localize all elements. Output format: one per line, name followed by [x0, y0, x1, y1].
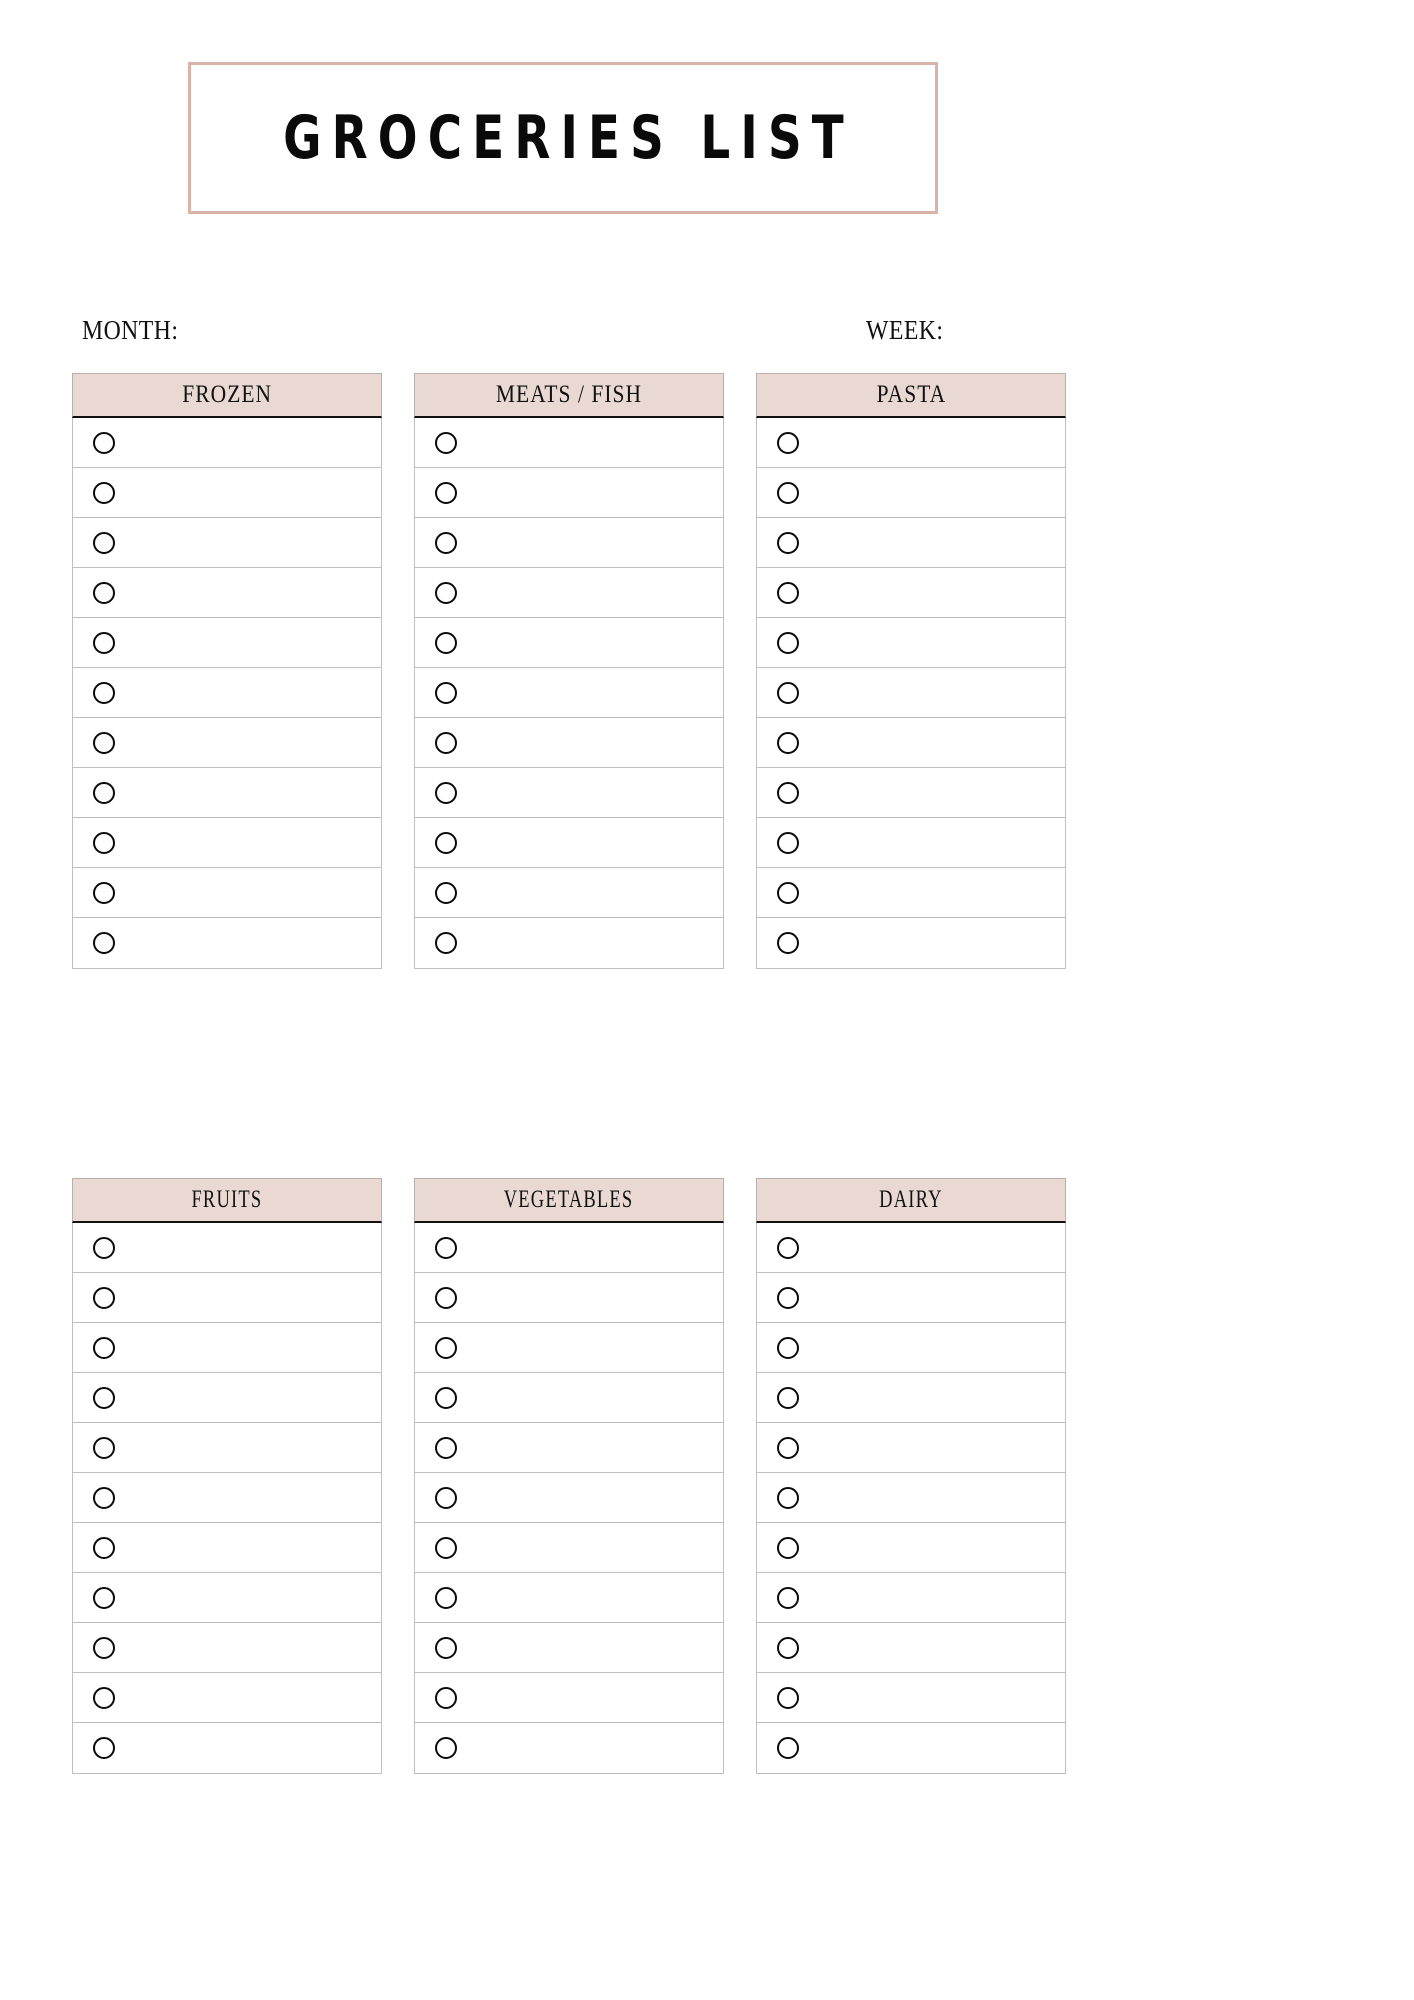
list-item[interactable] — [757, 868, 1065, 918]
list-item[interactable] — [757, 1273, 1065, 1323]
list-item[interactable] — [415, 918, 723, 968]
list-item[interactable] — [73, 1223, 381, 1273]
list-item-text[interactable] — [115, 768, 381, 817]
list-item-text[interactable] — [457, 1673, 723, 1722]
list-item[interactable] — [415, 1273, 723, 1323]
list-item-text[interactable] — [799, 1573, 1065, 1622]
category-rows-fruits — [72, 1223, 382, 1774]
category-rows-pasta — [756, 418, 1066, 969]
list-item-text[interactable] — [457, 1273, 723, 1322]
checkbox-circle-icon[interactable] — [777, 632, 799, 654]
list-item[interactable] — [415, 868, 723, 918]
list-item-text[interactable] — [799, 618, 1065, 667]
checkbox-circle-icon[interactable] — [435, 1487, 457, 1509]
checkbox-circle-icon[interactable] — [777, 432, 799, 454]
list-item[interactable] — [73, 718, 381, 768]
list-item-text[interactable] — [457, 1473, 723, 1522]
checkbox-circle-icon[interactable] — [777, 1587, 799, 1609]
list-item-text[interactable] — [115, 418, 381, 467]
list-item-text[interactable] — [115, 1423, 381, 1472]
category-header-meats-fish — [414, 373, 724, 418]
list-item-text[interactable] — [799, 918, 1065, 968]
list-item[interactable] — [73, 418, 381, 468]
checkbox-circle-icon[interactable] — [435, 582, 457, 604]
list-item-text[interactable] — [799, 1623, 1065, 1672]
list-item-text[interactable] — [115, 718, 381, 767]
checkbox-circle-icon[interactable] — [93, 932, 115, 954]
list-item[interactable] — [73, 1323, 381, 1373]
list-item-text[interactable] — [457, 1723, 723, 1773]
list-item-text[interactable] — [115, 1273, 381, 1322]
list-item[interactable] — [73, 1473, 381, 1523]
month-field-label[interactable]: MONTH: — [82, 315, 179, 345]
list-item-text[interactable] — [799, 868, 1065, 917]
checkbox-circle-icon[interactable] — [435, 932, 457, 954]
list-item-text[interactable] — [457, 568, 723, 617]
checkbox-circle-icon[interactable] — [777, 1737, 799, 1759]
category-header-fruits — [72, 1178, 382, 1223]
checkbox-circle-icon[interactable] — [777, 782, 799, 804]
checkbox-circle-icon[interactable] — [435, 882, 457, 904]
list-item-text[interactable] — [457, 1523, 723, 1572]
list-item-text[interactable] — [115, 1473, 381, 1522]
list-item[interactable] — [757, 718, 1065, 768]
list-item[interactable] — [73, 918, 381, 968]
list-item[interactable] — [415, 1223, 723, 1273]
list-item-text[interactable] — [799, 1473, 1065, 1522]
list-item[interactable] — [415, 1573, 723, 1623]
page-title: GROCERIES LIST — [282, 103, 854, 173]
checkbox-circle-icon[interactable] — [93, 1487, 115, 1509]
category-rows-meats-fish — [414, 418, 724, 969]
list-item-text[interactable] — [799, 1673, 1065, 1722]
checkbox-circle-icon[interactable] — [435, 1687, 457, 1709]
list-item[interactable] — [73, 568, 381, 618]
checkbox-circle-icon[interactable] — [93, 1387, 115, 1409]
list-item[interactable] — [757, 818, 1065, 868]
list-item-text[interactable] — [115, 818, 381, 867]
list-item[interactable] — [415, 768, 723, 818]
checkbox-circle-icon[interactable] — [435, 1587, 457, 1609]
list-item-text[interactable] — [115, 668, 381, 717]
checkbox-circle-icon[interactable] — [777, 732, 799, 754]
list-item-text[interactable] — [115, 1623, 381, 1672]
list-item-text[interactable] — [799, 1223, 1065, 1272]
list-item-text[interactable] — [457, 1373, 723, 1422]
category-header-label: MEATS / FISH — [495, 381, 643, 408]
checkbox-circle-icon[interactable] — [93, 632, 115, 654]
category-rows-frozen — [72, 418, 382, 969]
list-item-text[interactable] — [115, 1573, 381, 1622]
list-item-text[interactable] — [457, 418, 723, 467]
category-table-frozen — [72, 373, 382, 969]
category-header-label: DAIRY — [879, 1186, 943, 1213]
list-item-text[interactable] — [457, 918, 723, 968]
checkbox-circle-icon[interactable] — [93, 482, 115, 504]
list-item[interactable] — [73, 1423, 381, 1473]
checkbox-circle-icon[interactable] — [435, 1287, 457, 1309]
list-item-text[interactable] — [457, 518, 723, 567]
checkbox-circle-icon[interactable] — [435, 782, 457, 804]
checkbox-circle-icon[interactable] — [93, 832, 115, 854]
list-item-text[interactable] — [457, 868, 723, 917]
checkbox-circle-icon[interactable] — [93, 682, 115, 704]
list-item[interactable] — [757, 1673, 1065, 1723]
checkbox-circle-icon[interactable] — [777, 882, 799, 904]
list-item-text[interactable] — [799, 1373, 1065, 1422]
checkbox-circle-icon[interactable] — [777, 1337, 799, 1359]
checkbox-circle-icon[interactable] — [777, 1287, 799, 1309]
list-item[interactable] — [73, 668, 381, 718]
checkbox-circle-icon[interactable] — [435, 1337, 457, 1359]
week-field-label[interactable]: WEEK: — [866, 315, 944, 345]
category-header-label: VEGETABLES — [504, 1186, 634, 1213]
checkbox-circle-icon[interactable] — [777, 1237, 799, 1259]
checkbox-circle-icon[interactable] — [93, 1337, 115, 1359]
list-item-text[interactable] — [115, 618, 381, 667]
list-item-text[interactable] — [457, 1223, 723, 1272]
list-item-text[interactable] — [799, 518, 1065, 567]
list-item-text[interactable] — [799, 1723, 1065, 1773]
category-header-label: FRUITS — [191, 1186, 263, 1213]
category-header-frozen — [72, 373, 382, 418]
list-item-text[interactable] — [799, 1273, 1065, 1322]
checkbox-circle-icon[interactable] — [777, 1537, 799, 1559]
checkbox-circle-icon[interactable] — [777, 1437, 799, 1459]
list-item[interactable] — [73, 618, 381, 668]
checkbox-circle-icon[interactable] — [93, 1637, 115, 1659]
checkbox-circle-icon[interactable] — [93, 1687, 115, 1709]
list-item-text[interactable] — [799, 818, 1065, 867]
category-section-one — [0, 373, 1414, 969]
list-item[interactable] — [73, 1623, 381, 1673]
category-table-vegetables — [414, 1178, 724, 1774]
checkbox-circle-icon[interactable] — [93, 1237, 115, 1259]
list-item[interactable] — [73, 518, 381, 568]
list-item[interactable] — [73, 1273, 381, 1323]
list-item-text[interactable] — [799, 718, 1065, 767]
checkbox-circle-icon[interactable] — [435, 1387, 457, 1409]
list-item-text[interactable] — [115, 1523, 381, 1572]
list-item-text[interactable] — [115, 1223, 381, 1272]
list-item[interactable] — [73, 818, 381, 868]
list-item[interactable] — [757, 1473, 1065, 1523]
list-item-text[interactable] — [457, 1573, 723, 1622]
checkbox-circle-icon[interactable] — [435, 1737, 457, 1759]
list-item-text[interactable] — [799, 768, 1065, 817]
list-item[interactable] — [415, 1423, 723, 1473]
list-item-text[interactable] — [115, 868, 381, 917]
category-header-vegetables — [414, 1178, 724, 1223]
category-header-label: PASTA — [876, 381, 946, 408]
list-item-text[interactable] — [115, 468, 381, 517]
list-item-text[interactable] — [115, 1673, 381, 1722]
list-item[interactable] — [757, 468, 1065, 518]
list-item[interactable] — [757, 518, 1065, 568]
list-item[interactable] — [73, 1373, 381, 1423]
list-item[interactable] — [415, 818, 723, 868]
checkbox-circle-icon[interactable] — [93, 582, 115, 604]
list-item[interactable] — [415, 418, 723, 468]
list-item-text[interactable] — [115, 1373, 381, 1422]
list-item[interactable] — [415, 518, 723, 568]
checkbox-circle-icon[interactable] — [435, 1237, 457, 1259]
category-table-meats-fish — [414, 373, 724, 969]
checkbox-circle-icon[interactable] — [777, 832, 799, 854]
meta-row — [0, 315, 1414, 355]
list-item-text[interactable] — [799, 1423, 1065, 1472]
list-item[interactable] — [757, 918, 1065, 968]
list-item[interactable] — [73, 1523, 381, 1573]
checkbox-circle-icon[interactable] — [93, 1737, 115, 1759]
checkbox-circle-icon[interactable] — [93, 1437, 115, 1459]
list-item[interactable] — [757, 1573, 1065, 1623]
list-item[interactable] — [757, 1723, 1065, 1773]
category-header-label: FROZEN — [182, 381, 272, 408]
list-item-text[interactable] — [115, 918, 381, 968]
category-table-pasta — [756, 373, 1066, 969]
checkbox-circle-icon[interactable] — [435, 1537, 457, 1559]
checkbox-circle-icon[interactable] — [93, 732, 115, 754]
category-header-pasta — [756, 373, 1066, 418]
category-section-two — [0, 1178, 1414, 1774]
list-item[interactable] — [757, 1423, 1065, 1473]
list-item-text[interactable] — [799, 1523, 1065, 1572]
checkbox-circle-icon[interactable] — [435, 1637, 457, 1659]
title-frame — [188, 62, 938, 214]
list-item[interactable] — [73, 1723, 381, 1773]
category-rows-dairy — [756, 1223, 1066, 1774]
checkbox-circle-icon[interactable] — [93, 1587, 115, 1609]
list-item[interactable] — [73, 1673, 381, 1723]
checkbox-circle-icon[interactable] — [435, 732, 457, 754]
list-item[interactable] — [757, 1373, 1065, 1423]
list-item[interactable] — [73, 768, 381, 818]
list-item[interactable] — [415, 1473, 723, 1523]
checkbox-circle-icon[interactable] — [777, 1687, 799, 1709]
list-item[interactable] — [757, 1223, 1065, 1273]
list-item-text[interactable] — [115, 1323, 381, 1372]
checkbox-circle-icon[interactable] — [777, 1487, 799, 1509]
list-item-text[interactable] — [457, 668, 723, 717]
list-item-text[interactable] — [799, 568, 1065, 617]
list-item[interactable] — [757, 1523, 1065, 1573]
list-item-text[interactable] — [799, 418, 1065, 467]
checkbox-circle-icon[interactable] — [777, 532, 799, 554]
list-item[interactable] — [757, 568, 1065, 618]
checkbox-circle-icon[interactable] — [777, 482, 799, 504]
category-rows-vegetables — [414, 1223, 724, 1774]
list-item-text[interactable] — [457, 1323, 723, 1372]
checkbox-circle-icon[interactable] — [93, 1287, 115, 1309]
list-item-text[interactable] — [457, 818, 723, 867]
list-item-text[interactable] — [115, 518, 381, 567]
list-item[interactable] — [73, 468, 381, 518]
checkbox-circle-icon[interactable] — [435, 632, 457, 654]
list-item-text[interactable] — [457, 1623, 723, 1672]
list-item-text[interactable] — [457, 618, 723, 667]
checkbox-circle-icon[interactable] — [93, 532, 115, 554]
checkbox-circle-icon[interactable] — [93, 432, 115, 454]
checkbox-circle-icon[interactable] — [777, 1637, 799, 1659]
list-item[interactable] — [415, 668, 723, 718]
checkbox-circle-icon[interactable] — [435, 1437, 457, 1459]
checkbox-circle-icon[interactable] — [435, 682, 457, 704]
list-item-text[interactable] — [457, 468, 723, 517]
list-item[interactable] — [73, 1573, 381, 1623]
list-item-text[interactable] — [115, 568, 381, 617]
list-item[interactable] — [415, 1523, 723, 1573]
checkbox-circle-icon[interactable] — [435, 482, 457, 504]
list-item[interactable] — [415, 568, 723, 618]
checkbox-circle-icon[interactable] — [435, 832, 457, 854]
checkbox-circle-icon[interactable] — [777, 932, 799, 954]
list-item-text[interactable] — [799, 1323, 1065, 1372]
checkbox-circle-icon[interactable] — [435, 532, 457, 554]
checkbox-circle-icon[interactable] — [93, 1537, 115, 1559]
list-item[interactable] — [415, 618, 723, 668]
list-item[interactable] — [415, 1723, 723, 1773]
checkbox-circle-icon[interactable] — [435, 432, 457, 454]
checkbox-circle-icon[interactable] — [777, 582, 799, 604]
list-item[interactable] — [415, 1623, 723, 1673]
list-item[interactable] — [415, 1373, 723, 1423]
list-item[interactable] — [757, 1623, 1065, 1673]
list-item[interactable] — [415, 468, 723, 518]
checkbox-circle-icon[interactable] — [777, 682, 799, 704]
category-table-fruits — [72, 1178, 382, 1774]
checkbox-circle-icon[interactable] — [93, 882, 115, 904]
list-item[interactable] — [415, 1323, 723, 1373]
list-item[interactable] — [757, 1323, 1065, 1373]
checkbox-circle-icon[interactable] — [777, 1387, 799, 1409]
list-item-text[interactable] — [115, 1723, 381, 1773]
list-item[interactable] — [757, 668, 1065, 718]
list-item[interactable] — [415, 718, 723, 768]
list-item[interactable] — [757, 418, 1065, 468]
list-item[interactable] — [757, 768, 1065, 818]
list-item-text[interactable] — [457, 1423, 723, 1472]
list-item-text[interactable] — [799, 468, 1065, 517]
checkbox-circle-icon[interactable] — [93, 782, 115, 804]
list-item-text[interactable] — [799, 668, 1065, 717]
list-item[interactable] — [757, 618, 1065, 668]
list-item-text[interactable] — [457, 768, 723, 817]
list-item-text[interactable] — [457, 718, 723, 767]
category-header-dairy — [756, 1178, 1066, 1223]
category-table-dairy — [756, 1178, 1066, 1774]
list-item[interactable] — [73, 868, 381, 918]
list-item[interactable] — [415, 1673, 723, 1723]
